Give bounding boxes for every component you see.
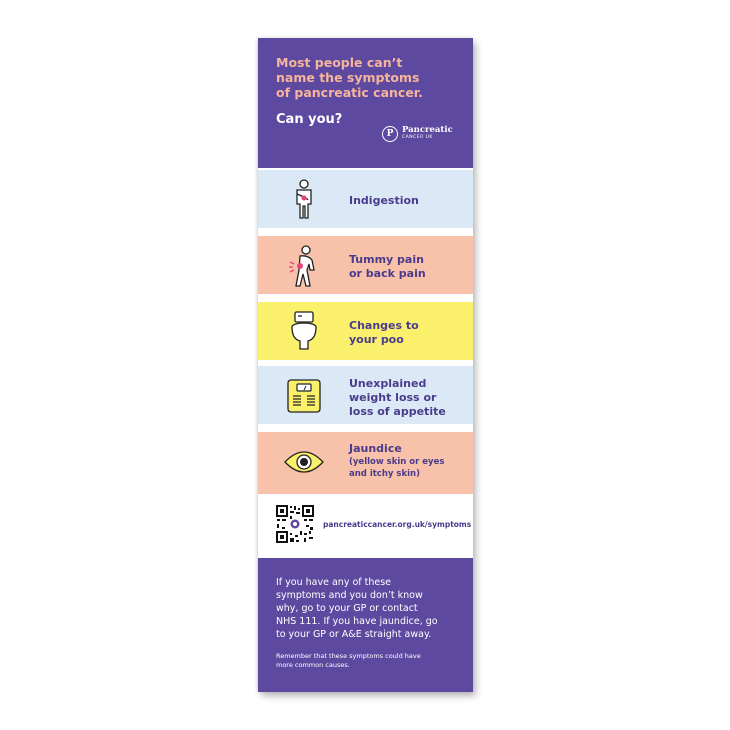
symptom-line: weight loss or [349, 391, 437, 404]
logo-text [402, 127, 453, 141]
footer-note [276, 652, 456, 670]
footer-note-line: Remember that these symptoms could have [276, 652, 421, 660]
symptoms-url-link[interactable]: pancreaticcancer.org.uk/symptoms [323, 520, 472, 529]
symptom-label [349, 377, 469, 419]
weighing-scale-icon [282, 374, 326, 418]
footer-note-line: more common causes. [276, 661, 350, 669]
toilet-icon [282, 310, 326, 354]
symptom-row-indigestion [258, 168, 473, 230]
footer-line: symptoms and you don’t know [276, 590, 423, 601]
symptom-line: Changes to [349, 319, 419, 332]
header-panel [258, 38, 473, 168]
headline-line-1: Most people can’t [276, 55, 403, 70]
headline-line-2: name the symptoms [276, 70, 420, 85]
symptom-label [349, 194, 469, 208]
footer-panel [258, 558, 473, 692]
symptom-line: Indigestion [349, 194, 419, 207]
eye-icon [282, 440, 326, 484]
person-back-pain-icon [282, 244, 326, 288]
logo-name: Pancreatic [402, 125, 453, 135]
question: Can you? [276, 112, 343, 127]
symptom-row-jaundice [258, 430, 473, 496]
symptom-sub-line: (yellow skin or eyes [349, 457, 445, 467]
person-indigestion-icon [282, 178, 326, 222]
symptoms-card [258, 38, 473, 692]
symptom-line: your poo [349, 333, 404, 346]
headline [276, 55, 461, 100]
symptom-row-poo [258, 300, 473, 362]
symptom-label [349, 319, 469, 347]
footer-line: why, go to your GP or contact [276, 603, 418, 614]
symptom-line: loss of appetite [349, 405, 446, 418]
footer-line: If you have any of these [276, 577, 392, 588]
symptom-row-weight-loss [258, 364, 473, 426]
symptom-line: Unexplained [349, 377, 427, 390]
symptom-sub-line: and itchy skin) [349, 469, 420, 479]
footer-line: NHS 111. If you have jaundice, go [276, 616, 438, 627]
qr-code-icon[interactable] [276, 505, 314, 543]
footer-advice [276, 576, 456, 641]
headline-line-3: of pancreatic cancer. [276, 85, 423, 100]
symptom-line: Tummy pain [349, 253, 424, 266]
qr-section [258, 496, 473, 558]
symptom-label [349, 253, 469, 281]
symptom-line: Jaundice [349, 442, 402, 455]
symptom-label [349, 442, 469, 480]
symptom-row-tummy-pain [258, 234, 473, 296]
logo-subtitle: CANCER UK [402, 135, 433, 140]
logo-mark-icon: P [382, 126, 398, 142]
footer-line: to your GP or A&E straight away. [276, 629, 432, 640]
pancreatic-cancer-uk-logo [382, 126, 453, 142]
symptom-line: or back pain [349, 267, 426, 280]
